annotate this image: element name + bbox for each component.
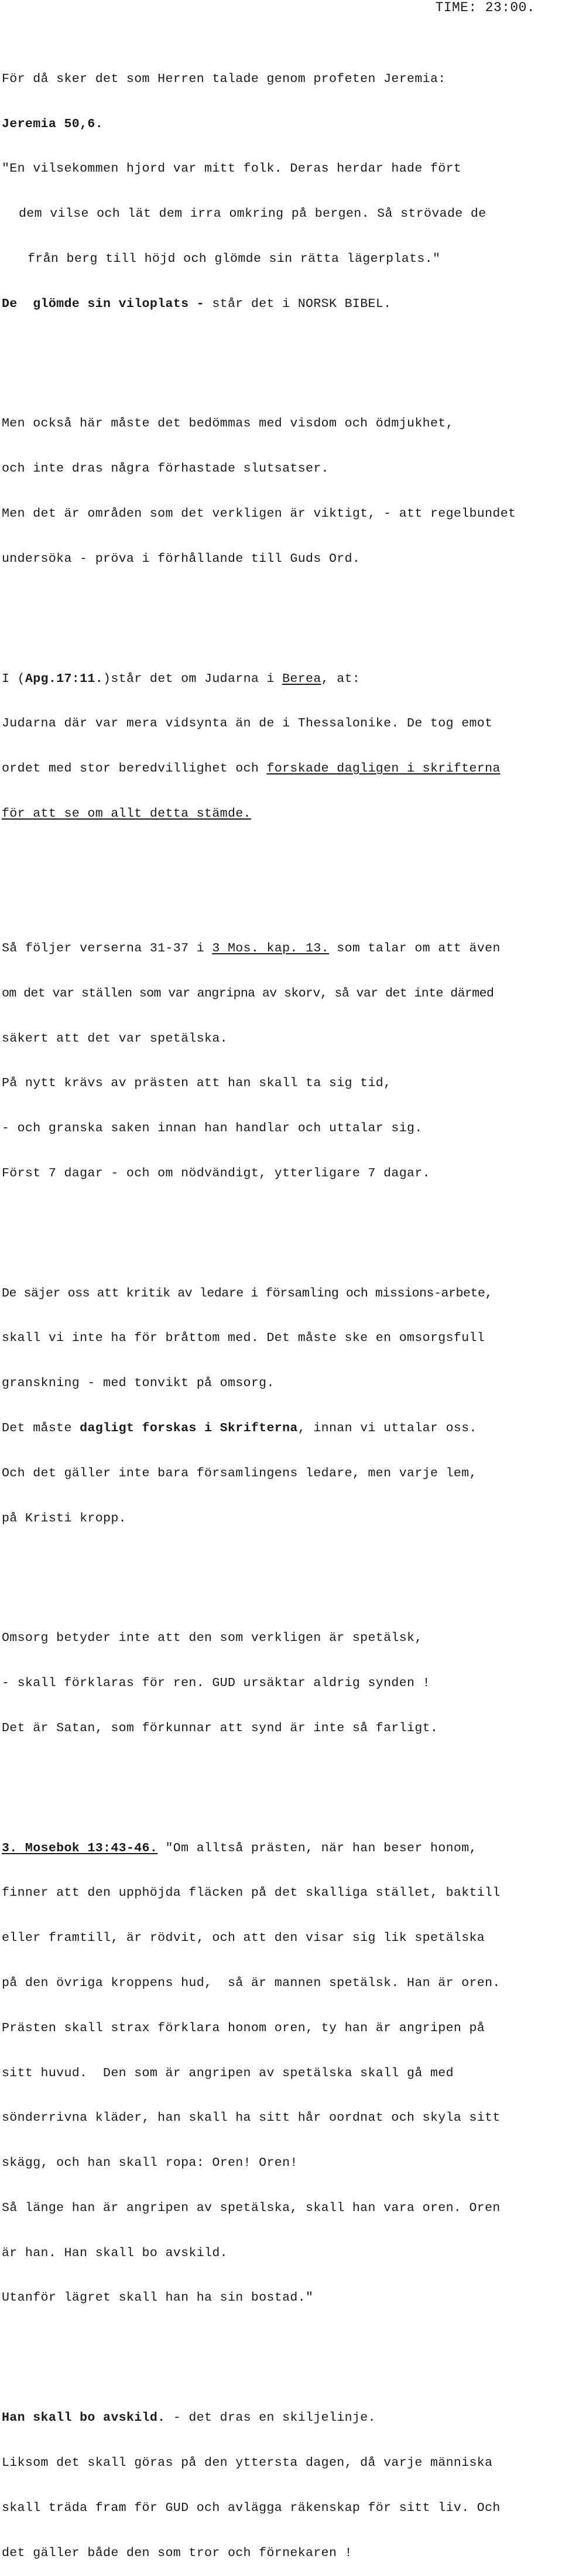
text-line [2,2411,561,2426]
text-fragment: )står det om Judarna i [103,671,283,686]
text-line [2,807,561,822]
text-line: Omsorg betyder inte att den som verkligen är spetälsk, [2,1631,423,1646]
blank-line [2,597,561,612]
text-fragment: , innan vi uttalar oss. [297,1421,477,1436]
text-line: säkert att det var spetälska. [2,1031,228,1046]
text-line: om det var ställen som var angripna av skorv, så var det inte därmed [2,986,494,1001]
text-line: skall vi inte ha för bråttom med. Det måste ske en omsorgsfull [2,1331,485,1346]
blank-line [2,852,561,882]
text-fragment: - det dras en skiljelinje. [165,2411,376,2425]
text-line [2,941,561,957]
blank-line [2,1212,561,1227]
text-fragment: står det i NORSK BIBEL. [204,296,392,311]
text-line: De säjer oss att kritik av ledare i församling och missions-arbete, [2,1286,493,1301]
text-line: granskning - med tonvikt på omsorg. [2,1376,275,1391]
quote-line: Prästen skall strax förklara honom oren, ty han är angripen på [2,2021,485,2035]
text-fragment: som talar om att även [328,941,501,956]
quote-line: finner att den upphöjda fläcken på det skalliga stället, baktill [2,1886,501,1901]
scripture-reference: Jeremia 50,6. [2,117,104,131]
underlined-reference: 3 Mos. kap. 13. [212,941,329,956]
text-line [2,297,561,312]
text-line: Liksom det skall göras på den yttersta dagen, då varje människa [2,2456,493,2470]
quote-line: "En vilsekommen hjord var mitt folk. Deras herdar hade fört [2,162,462,176]
blank-line [2,1766,561,1782]
text-line: På nytt krävs av prästen att han skall ta sig tid, [2,1076,392,1091]
underlined-word: Berea [282,671,321,686]
blank-line [2,342,561,357]
text-fragment: I ( [2,671,25,686]
text-line: Det är Satan, som förkunnar att synd är inte så farligt. [2,1721,438,1735]
text-fragment: "Om alltså prästen, när han beser honom, [157,1841,477,1855]
quote-line: eller framtill, är rödvit, och att den visar sig lik spetälska [2,1931,485,1946]
text-fragment: ordet med stor beredvillighet och [2,762,267,776]
text-line: - skall förklaras för ren. GUD ursäktar aldrig synden ! [2,1676,430,1691]
text-line: För då sker det som Herren talade genom profeten Jeremia: [2,71,446,86]
text-line [2,1841,561,1857]
text-line: Judarna där var mera vidsynta än de i Thessalonike. De tog emot [2,716,493,731]
time-header: TIME: 23:00. [435,0,535,15]
quote-line: skägg, och han skall ropa: Oren! Oren! [2,2156,298,2171]
quote-line: Utanför lägret skall han ha sin bostad." [2,2291,314,2305]
quote-line: sitt huvud. Den som är angripen av spetälska skall gå med [2,2066,454,2080]
text-line: Men också här måste det bedömmas med visdom och ödmjukhet, [2,417,454,431]
quote-line: Så länge han är angripen av spetälska, skall han vara oren. Oren [2,2200,501,2215]
blank-line [2,1556,561,1571]
text-line: på Kristi kropp. [2,1511,126,1526]
text-line: Men det är områden som det verkligen är viktigt, - att regelbundet [2,507,516,521]
text-line: - och granska saken innan han handlar och uttalar sig. [2,1121,423,1136]
bold-phrase: dagligt forskas i Skrifterna [80,1421,298,1436]
text-line: det gäller både den som tror och förnekaren ! [2,2546,352,2560]
scripture-reference: 3. Mosebok 13:43-46. [2,1841,158,1855]
text-line [2,762,561,777]
quote-line: är han. Han skall bo avskild. [2,2246,228,2260]
document-body [2,27,561,2576]
text-fragment: Så följer verserna 31-37 i [2,941,213,956]
quote-line: sönderrivna kläder, han skall ha sitt hår oordnat och skyla sitt [2,2111,501,2125]
blank-line [2,2336,561,2351]
scripture-reference: Apg.17:11. [25,671,104,686]
text-fragment: Det måste [2,1421,80,1436]
underlined-phrase: för att se om allt detta stämde. [2,806,251,821]
text-line: Och det gäller inte bara församlingens ledare, men varje lem, [2,1466,477,1480]
text-line: och inte dras några förhastade slutsatser. [2,462,329,476]
quote-line: dem vilse och lät dem irra omkring på bergen. Så strövade de [19,207,486,221]
quote-line: från berg till höjd och glömde sin rätta lägerplats." [28,251,441,266]
text-fragment: , at: [321,671,361,686]
bold-phrase: Han skall bo avskild. [2,2411,166,2425]
text-line: undersöka - pröva i förhållande till Guds Ord. [2,551,361,566]
text-line: Först 7 dagar - och om nödvändigt, ytterligare 7 dagar. [2,1166,430,1180]
text-line: skall träda fram för GUD och avlägga räkenskap för sitt liv. Och [2,2500,501,2515]
bold-phrase: De glömde sin viloplats - [2,296,205,311]
text-line [2,1421,561,1437]
text-line [2,672,561,687]
quote-line: på den övriga kroppens hud, så är mannen spetälsk. Han är oren. [2,1976,501,1990]
underlined-phrase: forskade dagligen i skrifterna [266,762,501,776]
